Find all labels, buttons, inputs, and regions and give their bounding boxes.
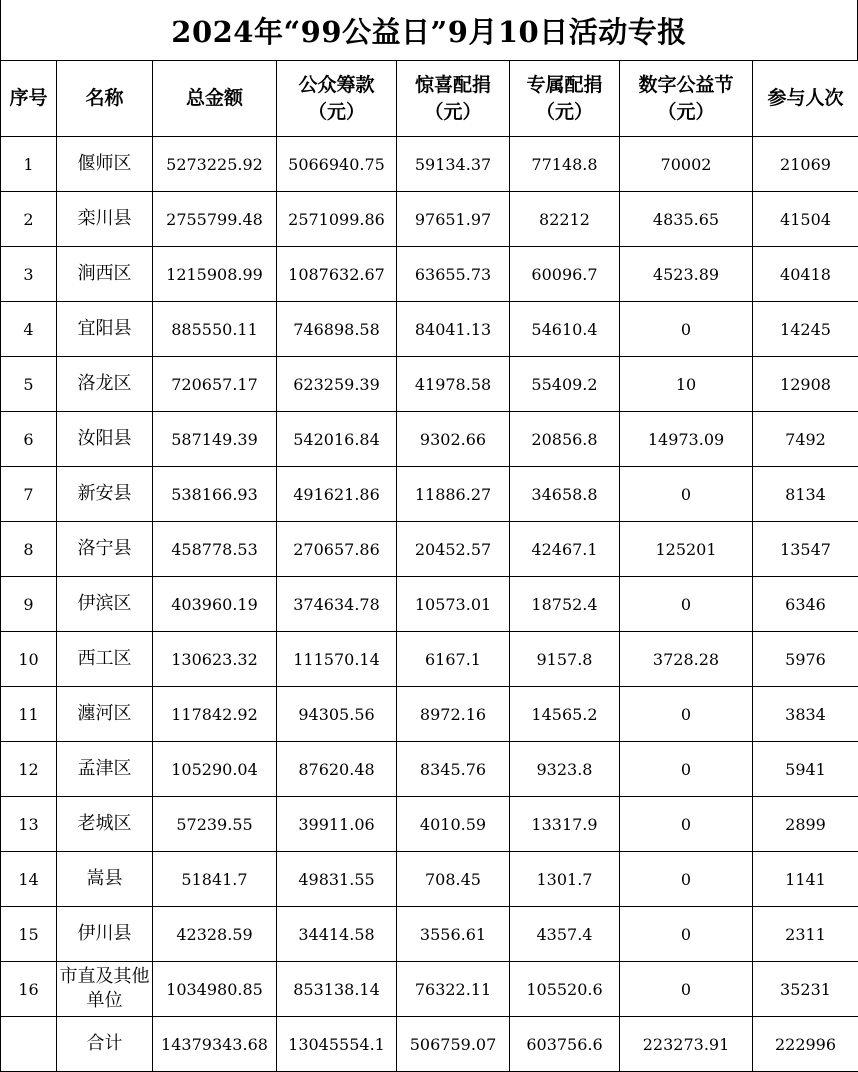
cell-digital: 4523.89 (620, 247, 753, 302)
cell-digital: 0 (620, 467, 753, 522)
cell-name: 市直及其他单位 (57, 962, 153, 1017)
cell-public: 623259.39 (277, 357, 397, 412)
cell-participants: 5976 (753, 632, 858, 687)
cell-dedicated: 18752.4 (510, 577, 620, 632)
header-public-unit: （元） (307, 100, 365, 123)
cell-name: 宜阳县 (57, 302, 153, 357)
header-dedicated-label: 专属配捐 (526, 73, 603, 96)
cell-index: 9 (1, 577, 57, 632)
cell-surprise: 41978.58 (397, 357, 510, 412)
cell-public: 1087632.67 (277, 247, 397, 302)
cell-total: 538166.93 (153, 467, 277, 522)
cell-participants: 35231 (753, 962, 858, 1017)
cell-participants: 2899 (753, 797, 858, 852)
table-row (1, 412, 858, 467)
cell-total: 57239.55 (153, 797, 277, 852)
header-public (277, 61, 397, 137)
header-index: 序号 (1, 61, 57, 137)
table-row (1, 852, 858, 907)
cell-index: 1 (1, 137, 57, 192)
total-row (1, 1017, 858, 1072)
cell-name: 伊滨区 (57, 577, 153, 632)
header-dedicated (510, 61, 620, 137)
header-surprise (397, 61, 510, 137)
cell-public: 542016.84 (277, 412, 397, 467)
cell-digital: 0 (620, 907, 753, 962)
cell-participants: 7492 (753, 412, 858, 467)
cell-public: 853138.14 (277, 962, 397, 1017)
table-row (1, 522, 858, 577)
header-participants: 参与人次 (753, 61, 858, 137)
cell-surprise: 10573.01 (397, 577, 510, 632)
cell-total: 587149.39 (153, 412, 277, 467)
cell-public: 491621.86 (277, 467, 397, 522)
cell-surprise: 20452.57 (397, 522, 510, 577)
cell-total: 42328.59 (153, 907, 277, 962)
cell-dedicated: 55409.2 (510, 357, 620, 412)
cell-index: 11 (1, 687, 57, 742)
cell-total: 458778.53 (153, 522, 277, 577)
cell-dedicated: 9323.8 (510, 742, 620, 797)
cell-participants: 41504 (753, 192, 858, 247)
cell-total: 117842.92 (153, 687, 277, 742)
cell-dedicated: 1301.7 (510, 852, 620, 907)
cell-index: 14 (1, 852, 57, 907)
cell-total: 885550.11 (153, 302, 277, 357)
cell-index: 4 (1, 302, 57, 357)
cell-participants: 40418 (753, 247, 858, 302)
cell-total: 51841.7 (153, 852, 277, 907)
cell-public: 87620.48 (277, 742, 397, 797)
cell-total: 720657.17 (153, 357, 277, 412)
cell-name: 洛宁县 (57, 522, 153, 577)
cell-index: 8 (1, 522, 57, 577)
cell-name: 新安县 (57, 467, 153, 522)
cell-index: 5 (1, 357, 57, 412)
cell-name: 西工区 (57, 632, 153, 687)
cell-participants: 6346 (753, 577, 858, 632)
cell-surprise: 8345.76 (397, 742, 510, 797)
cell-dedicated: 20856.8 (510, 412, 620, 467)
cell-index: 10 (1, 632, 57, 687)
cell-surprise: 8972.16 (397, 687, 510, 742)
cell-digital: 10 (620, 357, 753, 412)
cell-name: 孟津区 (57, 742, 153, 797)
header-name: 名称 (57, 61, 153, 137)
cell-digital: 4835.65 (620, 192, 753, 247)
table-row (1, 632, 858, 687)
cell-total: 130623.32 (153, 632, 277, 687)
cell-surprise: 3556.61 (397, 907, 510, 962)
table-row (1, 192, 858, 247)
total-cell-digital: 223273.91 (620, 1017, 753, 1072)
total-cell-participants: 222996 (753, 1017, 858, 1072)
cell-total: 2755799.48 (153, 192, 277, 247)
cell-public: 746898.58 (277, 302, 397, 357)
cell-participants: 8134 (753, 467, 858, 522)
cell-digital: 0 (620, 687, 753, 742)
header-public-label: 公众筹款 (298, 73, 375, 96)
cell-index: 6 (1, 412, 57, 467)
cell-dedicated: 34658.8 (510, 467, 620, 522)
table-row (1, 467, 858, 522)
cell-surprise: 59134.37 (397, 137, 510, 192)
table-row (1, 797, 858, 852)
cell-digital: 0 (620, 852, 753, 907)
cell-public: 270657.86 (277, 522, 397, 577)
cell-name: 瀍河区 (57, 687, 153, 742)
cell-name: 嵩县 (57, 852, 153, 907)
header-total: 总金额 (153, 61, 277, 137)
cell-surprise: 76322.11 (397, 962, 510, 1017)
total-cell-total: 14379343.68 (153, 1017, 277, 1072)
cell-participants: 12908 (753, 357, 858, 412)
header-surprise-unit: （元） (424, 100, 482, 123)
cell-participants: 21069 (753, 137, 858, 192)
report-title: 2024年“99公益日”9月10日活动专报 (0, 0, 858, 60)
cell-digital: 3728.28 (620, 632, 753, 687)
cell-name: 汝阳县 (57, 412, 153, 467)
cell-name: 偃师区 (57, 137, 153, 192)
header-digital (620, 61, 753, 137)
cell-public: 49831.55 (277, 852, 397, 907)
cell-public: 5066940.75 (277, 137, 397, 192)
cell-dedicated: 82212 (510, 192, 620, 247)
cell-dedicated: 105520.6 (510, 962, 620, 1017)
table-body (1, 137, 858, 1072)
cell-surprise: 63655.73 (397, 247, 510, 302)
cell-total: 105290.04 (153, 742, 277, 797)
cell-name: 栾川县 (57, 192, 153, 247)
cell-public: 94305.56 (277, 687, 397, 742)
total-cell-surprise: 506759.07 (397, 1017, 510, 1072)
cell-index: 12 (1, 742, 57, 797)
cell-participants: 13547 (753, 522, 858, 577)
cell-participants: 14245 (753, 302, 858, 357)
total-cell-index (1, 1017, 57, 1072)
cell-digital: 125201 (620, 522, 753, 577)
total-cell-dedicated: 603756.6 (510, 1017, 620, 1072)
cell-public: 2571099.86 (277, 192, 397, 247)
table-row (1, 302, 858, 357)
table-row (1, 687, 858, 742)
cell-name: 涧西区 (57, 247, 153, 302)
cell-surprise: 708.45 (397, 852, 510, 907)
cell-dedicated: 9157.8 (510, 632, 620, 687)
table-row (1, 577, 858, 632)
cell-index: 3 (1, 247, 57, 302)
total-cell-public: 13045554.1 (277, 1017, 397, 1072)
cell-dedicated: 54610.4 (510, 302, 620, 357)
table-row (1, 137, 858, 192)
cell-digital: 0 (620, 577, 753, 632)
cell-index: 16 (1, 962, 57, 1017)
cell-name: 老城区 (57, 797, 153, 852)
cell-participants: 1141 (753, 852, 858, 907)
table-row (1, 357, 858, 412)
cell-surprise: 9302.66 (397, 412, 510, 467)
cell-total: 5273225.92 (153, 137, 277, 192)
cell-surprise: 4010.59 (397, 797, 510, 852)
cell-digital: 0 (620, 302, 753, 357)
cell-participants: 2311 (753, 907, 858, 962)
cell-total: 1215908.99 (153, 247, 277, 302)
cell-public: 39911.06 (277, 797, 397, 852)
cell-surprise: 6167.1 (397, 632, 510, 687)
cell-participants: 3834 (753, 687, 858, 742)
cell-total: 1034980.85 (153, 962, 277, 1017)
cell-digital: 70002 (620, 137, 753, 192)
cell-total: 403960.19 (153, 577, 277, 632)
cell-surprise: 97651.97 (397, 192, 510, 247)
cell-public: 34414.58 (277, 907, 397, 962)
table-row (1, 247, 858, 302)
cell-digital: 14973.09 (620, 412, 753, 467)
table-row (1, 742, 858, 797)
cell-dedicated: 42467.1 (510, 522, 620, 577)
cell-public: 374634.78 (277, 577, 397, 632)
cell-dedicated: 4357.4 (510, 907, 620, 962)
cell-index: 13 (1, 797, 57, 852)
table-row (1, 907, 858, 962)
cell-public: 111570.14 (277, 632, 397, 687)
header-digital-label: 数字公益节 (638, 73, 734, 96)
cell-digital: 0 (620, 962, 753, 1017)
total-cell-name: 合计 (57, 1017, 153, 1072)
cell-index: 15 (1, 907, 57, 962)
header-dedicated-unit: （元） (535, 100, 593, 123)
cell-participants: 5941 (753, 742, 858, 797)
cell-digital: 0 (620, 797, 753, 852)
table-row (1, 962, 858, 1017)
cell-index: 7 (1, 467, 57, 522)
cell-digital: 0 (620, 742, 753, 797)
cell-name: 伊川县 (57, 907, 153, 962)
cell-dedicated: 13317.9 (510, 797, 620, 852)
cell-dedicated: 14565.2 (510, 687, 620, 742)
cell-surprise: 84041.13 (397, 302, 510, 357)
donation-table (0, 60, 858, 1072)
cell-name: 洛龙区 (57, 357, 153, 412)
header-row (1, 61, 858, 137)
header-digital-unit: （元） (657, 100, 715, 123)
cell-surprise: 11886.27 (397, 467, 510, 522)
cell-dedicated: 60096.7 (510, 247, 620, 302)
cell-dedicated: 77148.8 (510, 137, 620, 192)
header-surprise-label: 惊喜配捐 (414, 73, 491, 96)
cell-index: 2 (1, 192, 57, 247)
